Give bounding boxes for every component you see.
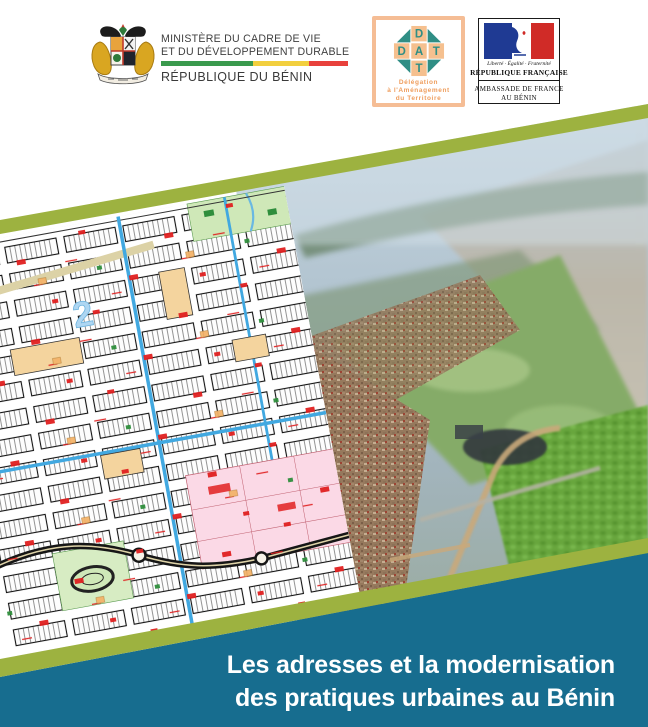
- benin-flag-bar: [161, 61, 348, 66]
- cover-title-line2: des pratiques urbaines au Bénin: [234, 684, 615, 712]
- dat-caption-line3: du Territoire: [395, 95, 442, 102]
- ministry-name-line1: MINISTÈRE DU CADRE DE VIE: [161, 33, 321, 45]
- ministry-name-line2: ET DU DÉVELOPPEMENT DURABLE: [161, 45, 350, 58]
- dat-letter-center: A: [414, 45, 423, 58]
- embassy-divider: [479, 80, 559, 81]
- france-embassy-logo: [470, 18, 568, 104]
- dat-letter-left: D: [396, 45, 406, 58]
- france-motto: Liberté · Égalité · Fraternité: [487, 61, 551, 67]
- republique-du-benin-label: RÉPUBLIQUE DU BÉNIN: [161, 70, 313, 84]
- dat-letter-top: D: [414, 28, 423, 41]
- flag-green-segment: [161, 61, 253, 66]
- dat-letter-right: T: [432, 45, 440, 58]
- dat-cross-icon: [393, 25, 445, 77]
- cover-title: [227, 649, 615, 715]
- french-flag-marianne-icon: [484, 23, 554, 59]
- cover-title-line1: Les adresses et la modernisation: [226, 651, 615, 679]
- embassy-name: [474, 85, 563, 103]
- dat-caption-line2: à l'Aménagement: [387, 87, 450, 94]
- dat-caption-line1: Délégation: [398, 79, 439, 86]
- embassy-line1: AMBASSADE DE FRANCE: [474, 85, 564, 93]
- republique-francaise-label: RÉPUBLIQUE FRANÇAISE: [470, 68, 568, 77]
- dat-letter-bottom: T: [414, 63, 423, 76]
- benin-coat-of-arms: [88, 22, 158, 88]
- flag-yellow-segment: [253, 61, 309, 66]
- dat-caption: [387, 79, 450, 103]
- flag-red-segment: [309, 61, 348, 66]
- ministry-title-block: [161, 33, 361, 84]
- embassy-line2: AU BÉNIN: [501, 94, 537, 102]
- dat-logo: [372, 16, 465, 107]
